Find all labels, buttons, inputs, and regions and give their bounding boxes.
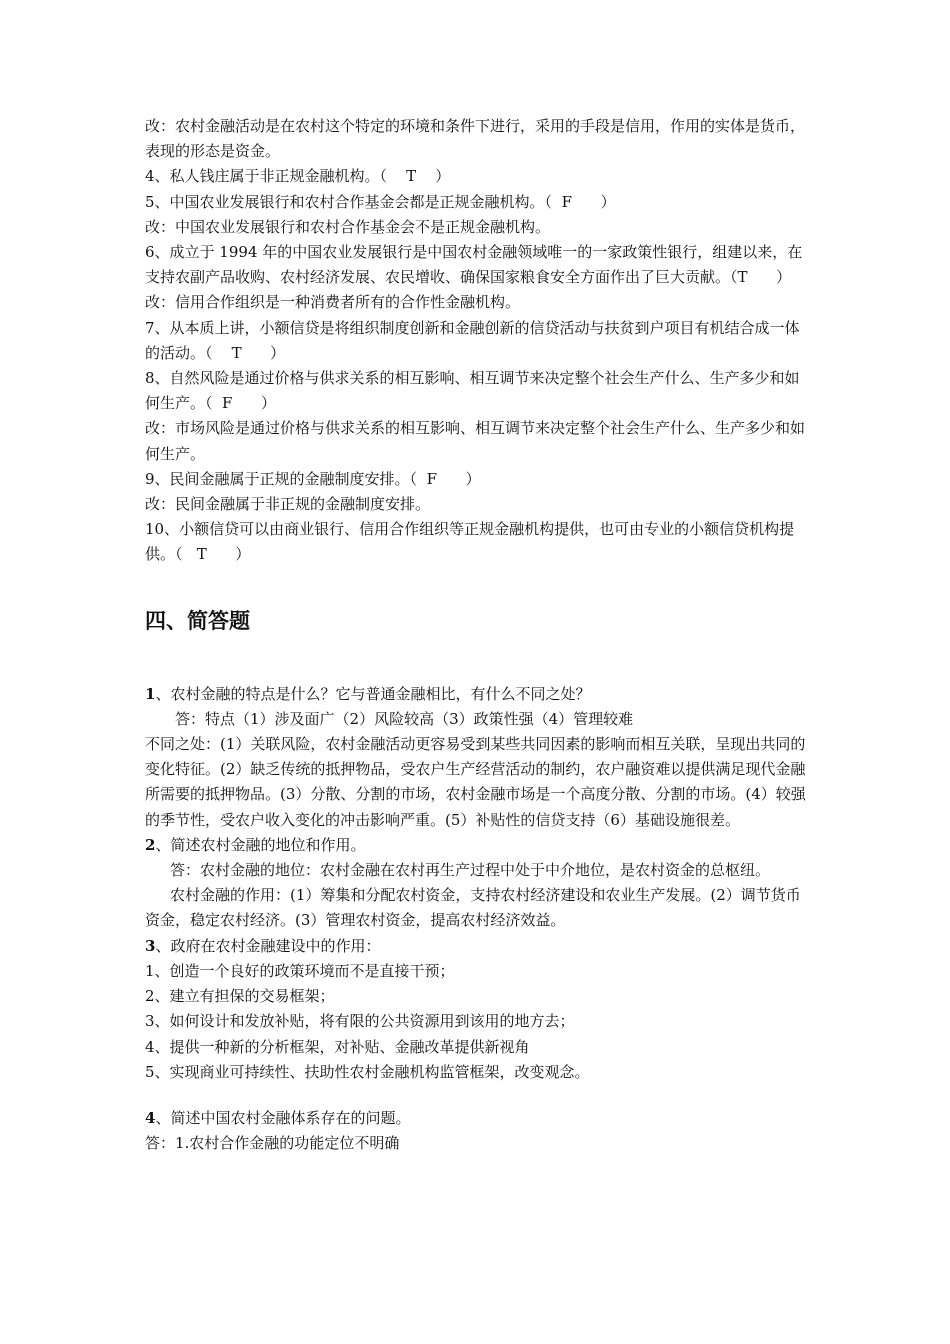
correction-line: 改：市场风险是通过价格与供求关系的相互影响、相互调节来决定整个社会生产什么、生产多少和如何生产。 bbox=[145, 419, 806, 463]
tf-item-10: 10、小额信贷可以由商业银行、信用合作组织等正规金融机构提供，也可由专业的小额信贷机构提供。（ T ） bbox=[145, 520, 795, 564]
question-number: 2 bbox=[145, 835, 156, 854]
question-number: 3 bbox=[145, 936, 156, 955]
tf-item-7: 7、从本质上讲，小额信贷是将组织制度创新和金融创新的信贷活动与扶贫到户项目有机结合成一体的活动。（ T ） bbox=[145, 318, 800, 362]
question-number: 1 bbox=[145, 684, 156, 703]
document-page bbox=[145, 114, 810, 1156]
question-2 bbox=[145, 833, 810, 858]
answer-2-role: 农村金融的作用：(1）筹集和分配农村资金，支持农村经济建设和农业生产发展。(2）调节货币资金，稳定农村经济。(3）管理农村资金，提高农村经济效益。 bbox=[145, 886, 801, 930]
tf-item-8: 8、自然风险是通过价格与供求关系的相互影响、相互调节来决定整个社会生产什么、生产多少和如何生产。（ F ） bbox=[145, 369, 800, 413]
answer-2-status: 答：农村金融的地位：农村金融在农村再生产过程中处于中介地位，是农村资金的总枢纽。 bbox=[170, 861, 771, 880]
tf-item-9: 9、民间金融属于正规的金融制度安排。（ F ） bbox=[145, 469, 481, 488]
tf-item-5: 5、中国农业发展银行和农村合作基金会都是正规金融机构。（ F ） bbox=[145, 192, 616, 211]
question-text: 、政府在农村金融建设中的作用： bbox=[155, 936, 381, 955]
question-number: 4 bbox=[145, 1108, 156, 1127]
correction-line: 改：民间金融属于非正规的金融制度安排。 bbox=[145, 495, 431, 514]
tf-item-6: 6、成立于 1994 年的中国农业发展银行是中国农村金融领域唯一的一家政策性银行，组建以来，在支持农副产品收购、农村经济发展、农民增收、确保国家粮食安全方面作出了巨大贡献。（T ） bbox=[145, 243, 803, 287]
list-item: 1、创造一个良好的政策环境而不是直接干预； bbox=[145, 961, 455, 980]
spacer bbox=[145, 1085, 810, 1106]
answer-1-body: 不同之处：(1）关联风险，农村金融活动更容易受到某些共同因素的影响而相互关联，呈现出共同的变化特征。(2）缺乏传统的抵押物品，受农户生产经营活动的制约，农户融资难以提供满足现代金融所需要的抵押物品。(3）分散、分割的市场，农村金融市场是一个高度分散、分割的市场。(4）较强的季节性，受农户收入变化的冲击影响严重。(5）补贴性的信贷支持（6）基础设施很差。 bbox=[145, 735, 806, 829]
question-text: 、简述中国农村金融体系存在的问题。 bbox=[155, 1108, 411, 1127]
list-item: 4、提供一种新的分析框架，对补贴、金融改革提供新视角 bbox=[145, 1037, 530, 1056]
question-text: 、农村金融的特点是什么？它与普通金融相比，有什么不同之处？ bbox=[155, 684, 591, 703]
question-4 bbox=[145, 1106, 810, 1131]
list-item: 3、如何设计和发放补贴，将有限的公共资源用到该用的地方去； bbox=[145, 1012, 575, 1031]
tf-item-4: 4、私人钱庄属于非正规金融机构。（ T ） bbox=[145, 167, 451, 186]
short-answer-section bbox=[145, 682, 810, 1157]
answer-4-first: 答：1.农村合作金融的功能定位不明确 bbox=[145, 1134, 400, 1153]
question-1 bbox=[145, 682, 810, 707]
answer-1-intro: 答：特点（1）涉及面广（2）风险较高（3）政策性强（4）管理较难 bbox=[175, 709, 634, 728]
true-false-section bbox=[145, 114, 810, 568]
correction-line: 改：农村金融活动是在农村这个特定的环境和条件下进行，采用的手段是信用，作用的实体是货币，表现的形态是资金。 bbox=[145, 117, 806, 161]
list-item: 2、建立有担保的交易框架； bbox=[145, 987, 335, 1006]
list-item: 5、实现商业可持续性、扶助性农村金融机构监管框架，改变观念。 bbox=[145, 1062, 590, 1081]
question-3 bbox=[145, 934, 810, 959]
section-heading: 四、简答题 bbox=[145, 607, 250, 633]
question-text: 、简述农村金融的地位和作用。 bbox=[155, 835, 366, 854]
correction-line: 改：中国农业发展银行和农村合作基金会不是正规金融机构。 bbox=[145, 217, 551, 236]
correction-line: 改：信用合作组织是一种消费者所有的合作性金融机构。 bbox=[145, 293, 521, 312]
